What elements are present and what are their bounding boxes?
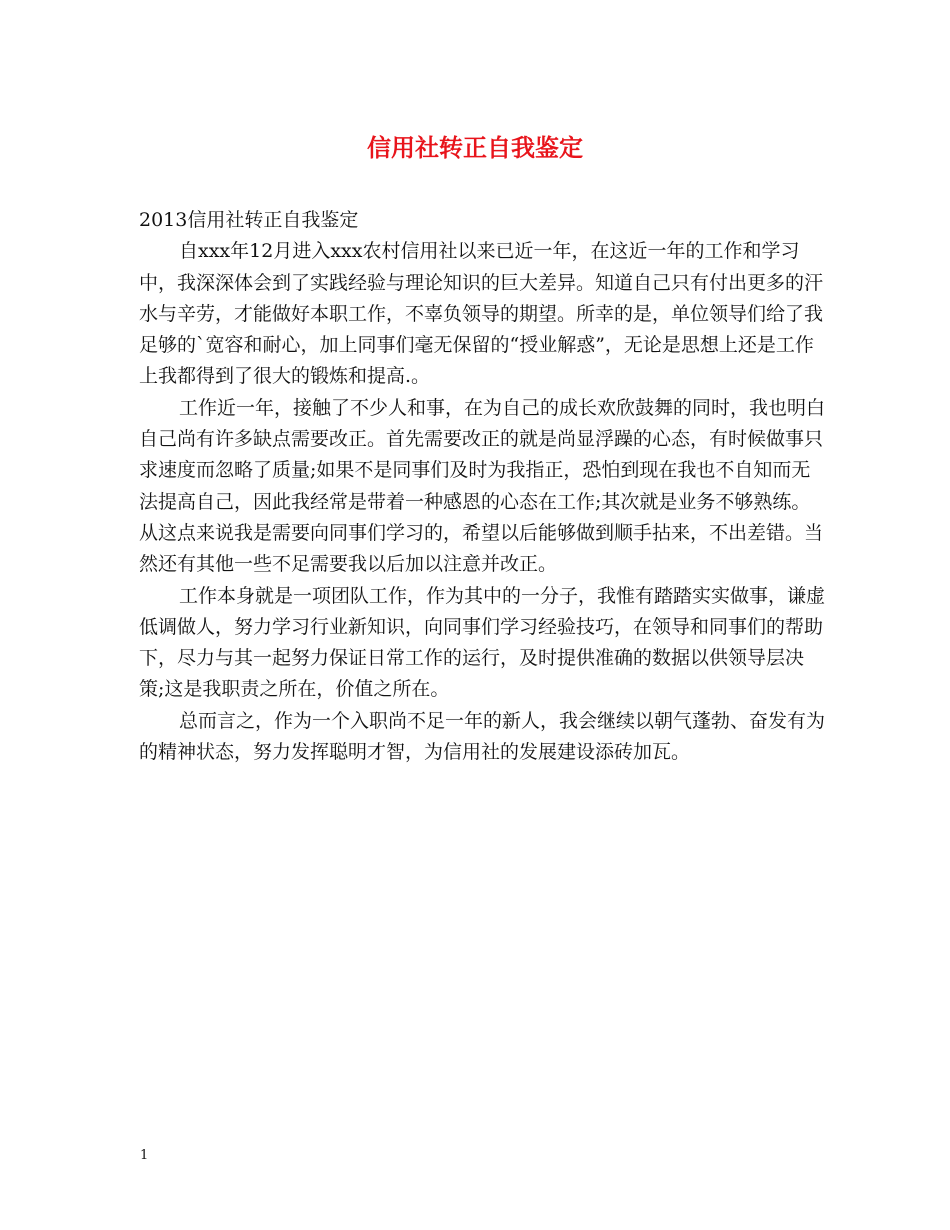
paragraph-1: 自xxx年12月进入xxx农村信用社以来已近一年，在这近一年的工作和学习中，我深深体会到了实践经验与理论知识的巨大差异。知道自己只有付出更多的汗水与辛劳，才能做好本职工作，不辜负领导的期望。所幸的是，单位领导们给了我足够的`宽容和耐心，加上同事们毫无保留的“授业解惑”，无论是思想上还是工作上我都得到了很大的锻炼和提高.。 bbox=[139, 240, 824, 388]
page-number: 1 bbox=[140, 1148, 149, 1163]
paragraph-4: 总而言之，作为一个入职尚不足一年的新人，我会继续以朝气蓬勃、奋发有为的精神状态，努力发挥聪明才智，为信用社的发展建设添砖加瓦。 bbox=[139, 709, 826, 764]
document-subtitle: 2013信用社转正自我鉴定 bbox=[139, 209, 359, 231]
paragraph-3: 工作本身就是一项团队工作，作为其中的一分子，我惟有踏踏实实做事，谦虚低调做人，努力学习行业新知识，向同事们学习经验技巧，在领导和同事们的帮助下，尽力与其一起努力保证日常工作的运行，及时提供准确的数据以供领导层决策;这是我职责之所在，价值之所在。 bbox=[139, 584, 826, 701]
paragraph-2: 工作近一年，接触了不少人和事，在为自己的成长欢欣鼓舞的同时，我也明白自己尚有许多缺点需要改正。首先需要改正的就是尚显浮躁的心态，有时候做事只求速度而忽略了质量;如果不是同事们及时为我指正，恐怕到现在我也不自知而无法提高自己，因此我经常是带着一种感恩的心态在工作;其次就是业务不够熟练。从这点来说我是需要向同事们学习的，希望以后能够做到顺手拈来，不出差错。当然还有其他一些不足需要我以后加以注意并改正。 bbox=[139, 396, 826, 576]
document-title: 信用社转正自我鉴定 bbox=[367, 133, 583, 162]
document-body bbox=[139, 205, 829, 768]
